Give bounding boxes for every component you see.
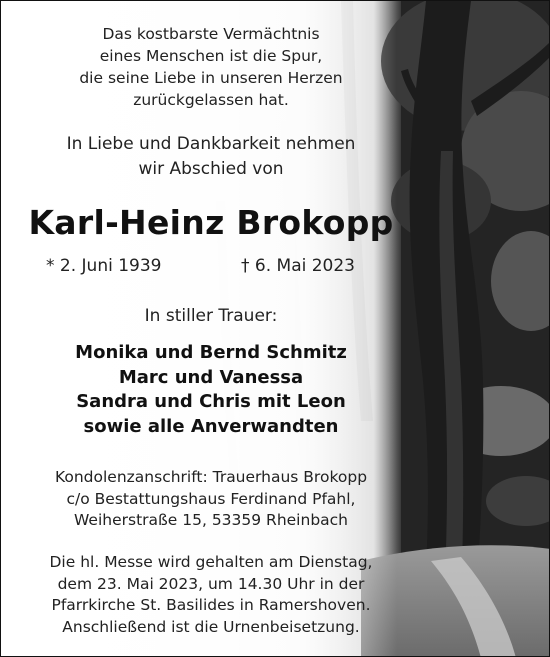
address-line: c/o Bestattungshaus Ferdinand Pfahl,: [66, 489, 356, 508]
memorial-verse: [1, 23, 421, 111]
birth-date: * 2. Juni 1939: [46, 256, 162, 276]
family-member: Monika und Bernd Schmitz: [75, 342, 347, 363]
verse-line: zurückgelassen hat.: [133, 91, 289, 109]
mourning-label: In stiller Trauer:: [144, 306, 278, 326]
deceased-name: Karl-Heinz Brokopp: [28, 203, 394, 242]
farewell-intro: [1, 132, 421, 182]
family-member: sowie alle Anverwandten: [83, 415, 339, 437]
death-date: † 6. Mai 2023: [241, 256, 356, 276]
condolence-address: [1, 467, 421, 532]
intro-line: wir Abschied von: [138, 159, 284, 179]
verse-line: eines Menschen ist die Spur,: [99, 47, 323, 65]
mass-line: Pfarrkirche St. Basilides in Ramershoven.: [51, 596, 371, 614]
verse-line: die seine Liebe in unseren Herzen: [79, 69, 343, 87]
mass-announcement: [1, 552, 421, 638]
intro-line: In Liebe und Dankbarkeit nehmen: [66, 134, 356, 154]
mass-line: Anschließend ist die Urnenbeisetzung.: [62, 617, 360, 636]
family-list: [1, 341, 421, 439]
verse-line: Das kostbarste Vermächtnis: [102, 25, 320, 43]
address-line: Kondolenzanschrift: Trauerhaus Brokopp: [54, 468, 368, 486]
family-member: Marc und Vanessa: [118, 366, 304, 388]
mass-line: dem 23. Mai 2023, um 14.30 Uhr in der: [57, 574, 365, 593]
mass-line: Die hl. Messe wird gehalten am Dienstag,: [49, 553, 373, 571]
family-member: Sandra und Chris mit Leon: [76, 391, 346, 412]
address-line: Weiherstraße 15, 53359 Rheinbach: [74, 511, 348, 529]
